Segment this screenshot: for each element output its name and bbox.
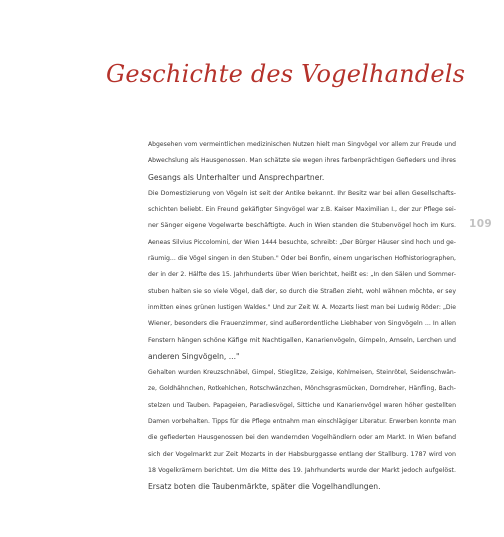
text-line: ner Sänger eigene Vogelwarte beschäftigte. Auch in Wien standen die Stubenvögel hoch im Kurs.: [148, 222, 456, 230]
text-line: Abgesehen vom vermeintlichen medizinischen Nutzen hielt man Singvögel vor allem zur Freude und: [148, 141, 456, 148]
page-number: 109: [469, 218, 493, 230]
text-line: stuben halten sie so viele Vögel, daß der, so durch die Straßen zieht, wohl wähnen möchte, er sey: [148, 287, 456, 295]
text-line: Aeneas Silvius Piccolomini, der Wien 1444 besuchte, schreibt: „Der Bürger Häuser sind hoch und ge-: [148, 238, 456, 246]
body-text: [148, 137, 456, 496]
text-line: Gehalten wurden Kreuzschnäbel, Gimpel, Stieglitze, Zeisige, Kohlmeisen, Steinrötel, Seidenschwän-: [148, 369, 456, 377]
text-line: ze, Goldhähnchen, Rotkehlchen, Rotschwänzchen, Mönchsgrasmücken, Dorndreher, Hänfling, Bach-: [148, 385, 456, 393]
text-line: Fenstern hängen schöne Käfige mit Nachtigallen, Kanarienvögeln, Gimpeln, Amseln, Lerchen und: [148, 336, 456, 344]
text-line: der in der 2. Hälfte des 15. Jahrhunderts über Wien berichtet, heißt es: „In den Sälen und Sommer-: [148, 271, 456, 279]
text-line: Die Domestizierung von Vögeln ist seit der Antike bekannt. Ihr Besitz war bei allen Gesellschafts-: [148, 189, 456, 197]
text-line: Abwechslung als Hausgenossen. Man schätzte sie wegen ihres farbenprächtigen Gefieders und ihres: [148, 157, 456, 165]
text-line: räumig... die Vögel singen in den Stuben." Oder bei Bonfin, einem ungarischen Hofhistoriographen,: [148, 255, 456, 263]
text-line: anderen Singvögeln, ...": [148, 351, 240, 361]
text-line: stelzen und Tauben. Papageien, Paradiesvögel, Sittiche und Kanarienvögel waren höher gestellten: [148, 401, 456, 409]
text-line: Wiener, besonders die Frauenzimmer, sind außerordentliche Liebhaber von Singvögeln ... In allen: [148, 320, 456, 328]
text-line: inmitten eines grünen lustigen Waldes." Und zur Zeit W. A. Mozarts liest man bei Ludwig Röder: „Die: [148, 303, 456, 311]
text-line: die gefiederten Hausgenossen bei den wandernden Vogelhändlern oder am Markt. In Wien befand: [148, 434, 456, 442]
text-line: Gesangs als Unterhalter und Ansprechpartner.: [148, 172, 325, 182]
chapter-title: Geschichte des Vogelhandels: [106, 60, 466, 88]
text-line: 18 Vogelkrämern berichtet. Um die Mitte des 19. Jahrhunderts wurde der Markt jedoch aufgelöst.: [148, 466, 456, 474]
text-line: sich der Vogelmarkt zur Zeit Mozarts in der Habsburggasse entlang der Stallburg. 1787 wird von: [148, 450, 456, 458]
text-line: Ersatz boten die Taubenmärkte, später die Vogelhandlungen.: [148, 482, 381, 492]
text-line: Damen vorbehalten. Tipps für die Pflege entnahm man einschlägiger Literatur. Erwerben konnte man: [148, 418, 456, 426]
text-line: schichten beliebt. Ein Freund gekäfigter Singvögel war z.B. Kaiser Maximilian I., der zur Pflege sei-: [148, 206, 456, 214]
